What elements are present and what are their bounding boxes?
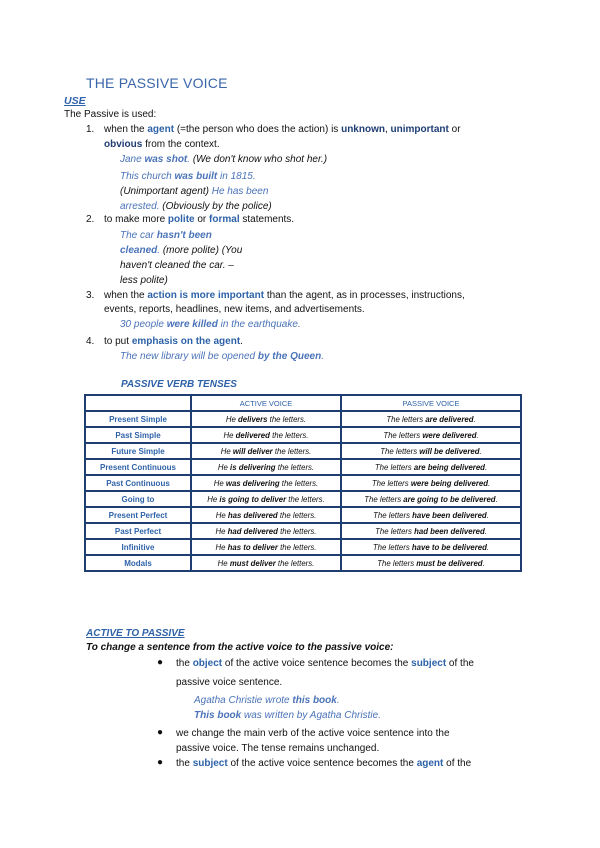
keyword: object	[192, 658, 223, 669]
text: the letters.	[272, 446, 312, 456]
text: the	[176, 658, 193, 669]
bullet-icon: ●	[157, 757, 164, 768]
tense-name-cell: Future Simple	[86, 444, 190, 458]
tenses-table	[84, 394, 522, 572]
text: the	[176, 758, 193, 769]
tense-name-cell: Infinitive	[86, 540, 190, 554]
table-row	[86, 540, 520, 554]
table-row	[86, 412, 520, 426]
item-1-example-1	[120, 152, 327, 167]
header-cell	[86, 396, 190, 410]
active-voice-cell	[192, 428, 340, 442]
active-voice-cell	[192, 460, 340, 474]
text: the letters.	[275, 558, 315, 568]
text: (=the person who does the action) is	[174, 124, 342, 135]
item-4-number: 4.	[86, 336, 95, 347]
text: .	[240, 336, 243, 347]
table-row	[86, 428, 520, 442]
text: .	[321, 351, 324, 362]
passive-voice-cell	[342, 524, 520, 538]
item-1-line2	[104, 137, 220, 152]
text: The letters	[375, 526, 415, 536]
text: Agatha Christie wrote	[194, 695, 293, 706]
item-2-line1	[104, 212, 294, 227]
keyword: unknown	[341, 124, 385, 135]
item-3-number: 3.	[86, 290, 95, 301]
table-row	[86, 476, 520, 490]
text: The car	[120, 230, 157, 241]
text: .	[476, 430, 479, 440]
verb: were delivered	[422, 430, 477, 440]
verb: is delivering	[230, 462, 276, 472]
passive-voice-cell	[342, 460, 520, 474]
text: from the context.	[142, 139, 220, 150]
keyword: formal	[209, 214, 240, 225]
use-intro: The Passive is used:	[64, 109, 157, 120]
bullet-3-line1	[176, 756, 471, 771]
text: .	[484, 462, 488, 472]
text: The letters	[374, 462, 414, 472]
keyword: was shot	[144, 154, 188, 165]
text: .	[487, 478, 491, 488]
keyword: agent	[416, 758, 444, 769]
text: when the	[104, 290, 148, 301]
active-to-passive-subheading: To change a sentence from the active voice to the passive voice:	[86, 642, 394, 653]
text: He	[217, 558, 230, 568]
tense-name-cell: Past Perfect	[86, 524, 190, 538]
page-title: THE PASSIVE VOICE	[86, 75, 228, 91]
tenses-heading: PASSIVE VERB TENSES	[121, 379, 237, 390]
text: The letters	[377, 558, 417, 568]
keyword: were killed	[166, 319, 218, 330]
table-row	[86, 460, 520, 474]
item-1-example-3	[120, 184, 268, 199]
table-body	[86, 412, 520, 570]
bullet-icon: ●	[157, 727, 164, 738]
verb: were being delivered	[410, 478, 488, 488]
item-2-example-2	[120, 243, 242, 258]
keyword: emphasis on the agent	[131, 336, 241, 347]
bullet-2-line1: we change the main verb of the active voice sentence into the	[176, 728, 450, 739]
use-heading: USE	[64, 95, 86, 107]
passive-voice-cell	[342, 428, 520, 442]
table-row	[86, 556, 520, 570]
verb: has delivered	[227, 510, 278, 520]
header-cell: ACTIVE VOICE	[192, 396, 340, 410]
item-4-example-1	[120, 349, 324, 364]
text: or	[194, 214, 210, 225]
text: .	[157, 245, 163, 256]
text: .	[187, 154, 193, 165]
text: .	[336, 695, 340, 706]
item-2-number: 2.	[86, 214, 95, 225]
text: He	[220, 446, 233, 456]
keyword: subject	[192, 758, 228, 769]
header-cell: PASSIVE VOICE	[342, 396, 520, 410]
keyword: obvious	[104, 139, 143, 150]
text: (Unimportant agent)	[120, 186, 212, 197]
bullet-2-line2: passive voice. The tense remains unchanged.	[176, 743, 380, 754]
text: .	[484, 526, 487, 536]
item-1-number: 1.	[86, 124, 95, 135]
passive-voice-cell	[342, 412, 520, 426]
item-1-line1	[104, 122, 461, 137]
text: He	[217, 462, 231, 472]
text: He	[215, 526, 228, 536]
keyword: This book	[194, 710, 242, 721]
passive-voice-cell	[342, 556, 520, 570]
active-voice-cell	[192, 412, 340, 426]
table-row	[86, 508, 520, 522]
item-3-example-1	[120, 317, 301, 332]
active-voice-cell	[192, 508, 340, 522]
verb: was delivering	[225, 478, 280, 488]
text: or	[448, 124, 461, 135]
verb: had been delivered	[414, 526, 485, 536]
verb: will deliver	[232, 446, 273, 456]
passive-voice-cell	[342, 476, 520, 490]
text: of the	[443, 758, 472, 769]
bullet-1-line2: passive voice sentence.	[176, 677, 283, 688]
text: (more polite) (You	[162, 245, 243, 256]
keyword: unimportant	[390, 124, 449, 135]
text: statements.	[239, 214, 295, 225]
text: He	[207, 494, 220, 504]
tense-name-cell: Past Simple	[86, 428, 190, 442]
keyword: polite	[167, 214, 195, 225]
keyword: by the Queen	[257, 351, 322, 362]
text: 30 people	[120, 319, 167, 330]
item-2-example-4: less polite)	[120, 275, 168, 286]
text: Jane	[120, 154, 145, 165]
keyword: this book	[292, 695, 337, 706]
text: the letters.	[277, 510, 317, 520]
item-4-line1	[104, 334, 243, 349]
text: .	[479, 446, 482, 456]
table-row	[86, 444, 520, 458]
active-voice-cell	[192, 444, 340, 458]
text: of the active voice sentence becomes the	[227, 758, 417, 769]
text: to make more	[104, 214, 168, 225]
active-voice-cell	[192, 540, 340, 554]
tense-name-cell: Going to	[86, 492, 190, 506]
tense-name-cell: Present Simple	[86, 412, 190, 426]
verb: has to deliver	[227, 542, 278, 552]
item-3-line1	[104, 288, 465, 303]
text: This church	[120, 171, 175, 182]
item-1-example-2	[120, 169, 256, 184]
text: in the earthquake.	[217, 319, 301, 330]
passive-voice-cell	[342, 508, 520, 522]
text: the letters.	[267, 414, 307, 424]
keyword: agent	[147, 124, 175, 135]
bullet-1-example-1	[194, 693, 340, 708]
verb: delivered	[235, 430, 270, 440]
text: The letters	[372, 542, 412, 552]
verb: are going to be delivered	[403, 494, 496, 504]
text: the letters.	[286, 494, 325, 504]
text: than the agent, as in processes, instructions,	[264, 290, 465, 301]
keyword: arrested	[120, 201, 157, 212]
verb: have to be delivered	[411, 542, 487, 552]
text: He	[213, 478, 226, 488]
verb: are delivered	[425, 414, 474, 424]
passive-voice-cell	[342, 540, 520, 554]
verb: must be delivered	[416, 558, 483, 568]
text: (Obviously by the police)	[162, 201, 272, 212]
tense-name-cell: Present Continuous	[86, 460, 190, 474]
verb: will be delivered	[419, 446, 480, 456]
text: in 1815.	[217, 171, 256, 182]
tense-name-cell: Past Continuous	[86, 476, 190, 490]
text: He	[223, 430, 236, 440]
keyword: subject	[411, 658, 447, 669]
text: The letters	[383, 430, 423, 440]
text: .	[486, 510, 489, 520]
text: He has been	[211, 186, 269, 197]
verb: must deliver	[229, 558, 276, 568]
table-row	[86, 524, 520, 538]
text: to put	[104, 336, 132, 347]
text: He	[215, 542, 228, 552]
verb: are being delivered	[413, 462, 485, 472]
verb: had delivered	[227, 526, 278, 536]
text: The letters	[386, 414, 426, 424]
active-voice-cell	[192, 556, 340, 570]
verb: have been delivered	[412, 510, 487, 520]
item-2-example-3: haven't cleaned the car. –	[120, 260, 234, 271]
keyword: action is more important	[147, 290, 265, 301]
text: of the active voice sentence becomes the	[222, 658, 412, 669]
text: the letters.	[279, 478, 319, 488]
passive-voice-cell	[342, 492, 520, 506]
active-voice-cell	[192, 524, 340, 538]
text: .	[486, 542, 490, 552]
text: .	[482, 558, 485, 568]
keyword: cleaned	[120, 245, 158, 256]
active-to-passive-heading: ACTIVE TO PASSIVE	[86, 628, 185, 639]
text: The letters	[380, 446, 420, 456]
text: the letters.	[277, 542, 317, 552]
text: The letters	[364, 494, 404, 504]
text: was written by Agatha Christie.	[241, 710, 381, 721]
text: .	[156, 201, 163, 212]
text: when the	[104, 124, 148, 135]
text: He	[215, 510, 228, 520]
bullet-1-line1	[176, 656, 474, 671]
active-voice-cell	[192, 476, 340, 490]
text: the letters.	[269, 430, 309, 440]
item-2-example-1	[120, 228, 212, 243]
text: He	[225, 414, 239, 424]
text: the letters.	[275, 462, 315, 472]
text: The letters	[371, 478, 411, 488]
item-3-line2: events, reports, headlines, new items, and advertisements.	[104, 304, 365, 315]
verb: is going to deliver	[219, 494, 287, 504]
verb: delivers	[238, 414, 268, 424]
tense-name-cell: Modals	[86, 556, 190, 570]
keyword: hasn't been	[156, 230, 212, 241]
bullet-icon: ●	[157, 657, 164, 668]
passive-voice-cell	[342, 444, 520, 458]
tense-name-cell: Present Perfect	[86, 508, 190, 522]
text: of the	[446, 658, 474, 669]
text: The new library will be opened	[120, 351, 258, 362]
text: The letters	[373, 510, 413, 520]
keyword: was built	[174, 171, 218, 182]
text: .	[495, 494, 498, 504]
text: the letters.	[277, 526, 317, 536]
table-header-row	[86, 396, 520, 410]
table-row	[86, 492, 520, 506]
bullet-1-example-2	[194, 708, 381, 723]
text: (We don't know who shot her.)	[192, 154, 328, 165]
text: .	[473, 414, 476, 424]
active-voice-cell	[192, 492, 340, 506]
text: ,	[384, 124, 391, 135]
